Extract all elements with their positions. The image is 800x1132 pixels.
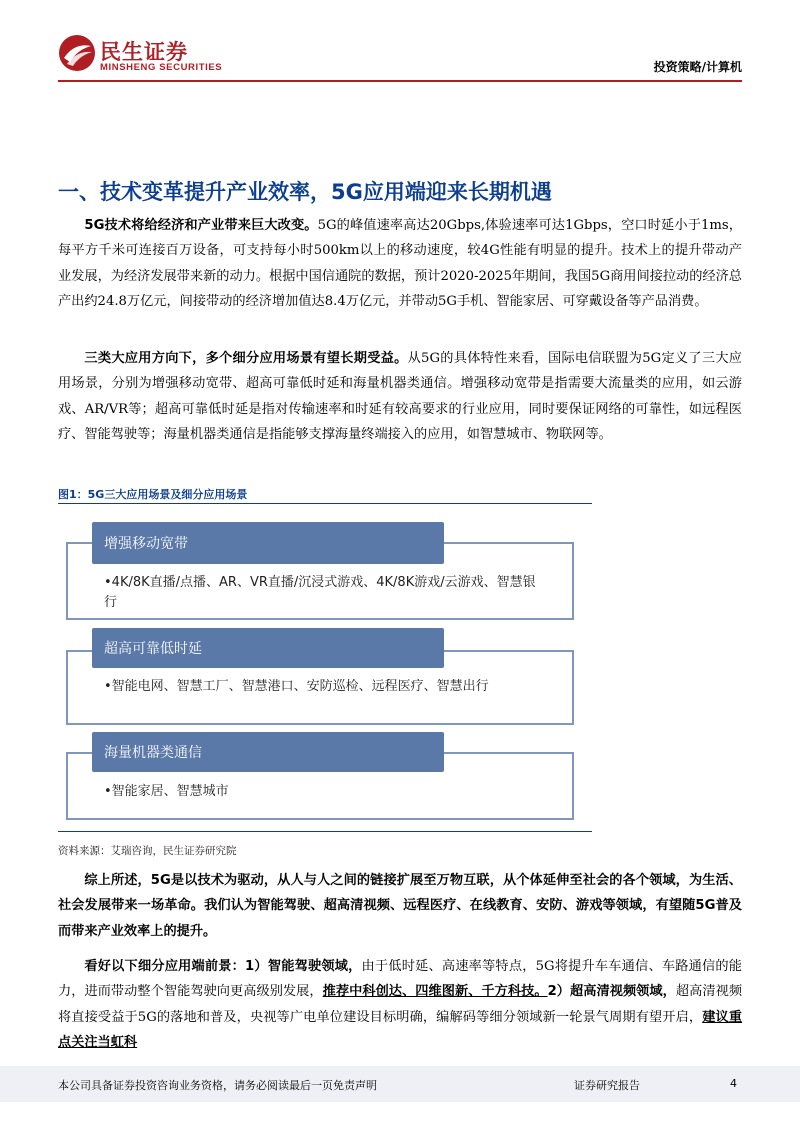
paragraph-1: [58, 213, 742, 314]
paragraph-4-text-1: 由于低时延、高速率等特点，5G将提升车车通信、车路通信的能力，进而带动整个智能驾驶向更高级别发展，: [58, 959, 742, 1000]
recommendation-1: 推荐中科创达、四维图新、千方科技。: [322, 984, 548, 1000]
scenario-title-embb: 增强移动宽带: [92, 522, 444, 564]
scenario-title-mmtc: 海量机器类通信: [92, 732, 444, 772]
paragraph-2: [58, 346, 742, 447]
scenario-title-urllc: 超高可靠低时延: [92, 628, 444, 668]
figure-caption: 图1：5G三大应用场景及细分应用场景: [58, 488, 248, 501]
minsheng-logo-icon: [58, 34, 96, 72]
figure-bottom-rule: [58, 831, 592, 832]
logo-english-name: MINSHENG SECURITIES: [100, 62, 223, 73]
paragraph-3: 综上所述，5G是以技术为驱动，从人与人之间的链接扩展至万物互联，从个体延伸至社会的各个领域，为生活、社会发展带来一场革命。我们认为智能驾驶、超高清视频、远程医疗、在线教育、安防、游戏等领域，有望随5G普及而带来产业效率上的提升。: [58, 873, 742, 939]
paragraph-4: [58, 954, 742, 1055]
paragraph-4-lead-2: 2）超高清视频领域，: [547, 984, 676, 1000]
scenario-items-mmtc: •智能家居、智慧城市: [104, 784, 229, 799]
paragraph-1-lead: 5G技术将给经济和产业带来巨大改变。: [84, 218, 318, 233]
figure-source: 资料来源：艾瑞咨询，民生证券研究院: [58, 845, 237, 857]
footer-disclaimer: 本公司具备证券投资咨询业务资格，请务必阅读最后一页免责声明: [58, 1079, 377, 1092]
paragraph-4-text-2: 超高清视频将直接受益于5G的落地和普及，央视等广电单位建设目标明确，编解码等细分领域新一轮景气周期有望开启，: [58, 984, 743, 1025]
page-number: 4: [730, 1077, 737, 1090]
recommendation-2: 建议重点关注当虹科: [58, 1009, 743, 1050]
paragraph-4-lead: 看好以下细分应用端前景：1）智能驾驶领域，: [84, 959, 362, 974]
header-divider: [58, 80, 742, 82]
figure-top-rule: [58, 503, 592, 504]
scenario-items-urllc: •智能电网、智慧工厂、智慧港口、安防巡检、远程医疗、智慧出行: [104, 679, 489, 694]
report-category: 投资策略/计算机: [653, 60, 742, 74]
paragraph-2-text: 从5G的具体特性来看，国际电信联盟为5G定义了三大应用场景，分别为增强移动宽带、超高可靠低时延和海量机器类通信。增强移动宽带是指需要大流量类的应用，如云游戏、AR/VR等；超高可靠低时延是指对传输速率和时延有较高要求的行业应用，同时要保证网络的可靠性，如远程医疗、智能驾驶等；海量机器类通信是指能够支撑海量终端接入的应用，如智慧城市、物联网等。: [58, 351, 742, 442]
footer-report-type: 证券研究报告: [574, 1079, 640, 1092]
scenario-items-embb: •4K/8K直播/点播、AR、VR直播/沉浸式游戏、4K/8K游戏/云游戏、智慧银行: [104, 575, 536, 610]
paragraph-2-lead: 三类大应用方向下，多个细分应用场景有望长期受益。: [84, 351, 408, 366]
logo-chinese-name: 民生证券: [100, 40, 188, 64]
section-title: 一、技术变革提升产业效率，5G应用端迎来长期机遇: [58, 180, 552, 204]
paragraph-1-text: 5G的峰值速率高达20Gbps,体验速率可达1Gbps，空口时延小于1ms，每平方千米可连接百万设备，可支持每小时500km以上的移动速度，较4G性能有明显的提升。技术上的提升带动产业发展，为经济发展带来新的动力。根据中国信通院的数据，预计2020-2025年期间，我国5G商用间接拉动的经济总产出约24.8万亿元，间接带动的经济增加值达8.4万亿元，并带动5G手机、智能家居、可穿戴设备等产品消费。: [58, 218, 742, 309]
